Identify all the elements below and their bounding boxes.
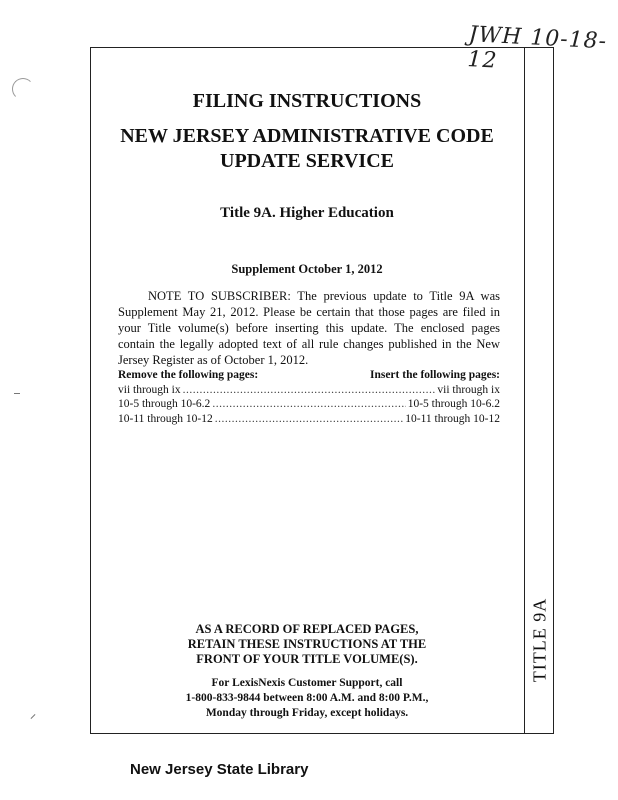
record-notice-line: RETAIN THESE INSTRUCTIONS AT THE [187,637,427,651]
remove-pages: 10-5 through 10-6.2 [118,398,211,410]
supplement-date: Supplement October 1, 2012 [231,262,383,276]
customer-support-info [90,676,524,721]
title-volume-heading: Title 9A. Higher Education [220,205,394,221]
spine-label: TITLE 9A [529,597,550,683]
margin-mark [14,393,20,394]
pages-table [118,368,500,426]
record-notice [90,622,524,667]
remove-pages: vii through ix [118,383,181,396]
code-title [90,124,524,174]
support-line: For LexisNexis Customer Support, call [211,677,403,689]
subscriber-note: NOTE TO SUBSCRIBER: The previous update to Title 9A was Supplement May 21, 2012. Please be certain that those pages are filed in your Title volume(s) before inserting this update. The enclosed pages contain the legally adopted text of all rule changes published in the New Jersey Register as of October 1, 2012. [118,289,500,367]
dot-leader [212,397,405,412]
remove-header: Remove the following pages: [118,369,259,381]
insert-pages: 10-5 through 10-6.2 [407,398,500,410]
library-stamp: New Jersey State Library [130,761,309,778]
code-title-line: NEW JERSEY ADMINISTRATIVE CODE [120,125,494,147]
support-line: Monday through Friday, except holidays. [205,707,409,719]
insert-pages: vii through ix [437,383,500,396]
record-notice-line: FRONT OF YOUR TITLE VOLUME(S). [196,652,418,666]
remove-pages: 10-11 through 10-12 [118,412,213,425]
table-row [118,383,500,398]
page-title: FILING INSTRUCTIONS [192,90,422,112]
insert-pages: 10-11 through 10-12 [405,412,500,425]
handwritten-initials-date: JWH 10-18-12 [466,22,608,74]
pages-table-header [118,368,500,383]
spine-divider [524,47,525,734]
record-notice-line: AS A RECORD OF REPLACED PAGES, [195,622,419,636]
table-row [118,412,500,427]
margin-mark [31,714,36,719]
code-title-line: UPDATE SERVICE [220,150,394,172]
punch-hole-mark [12,78,34,100]
dot-leader [215,412,403,427]
table-row [118,397,500,412]
dot-leader [183,383,436,398]
insert-header: Insert the following pages: [369,369,500,381]
support-line: 1-800-833-9844 between 8:00 A.M. and 8:00 P.M., [185,692,429,704]
